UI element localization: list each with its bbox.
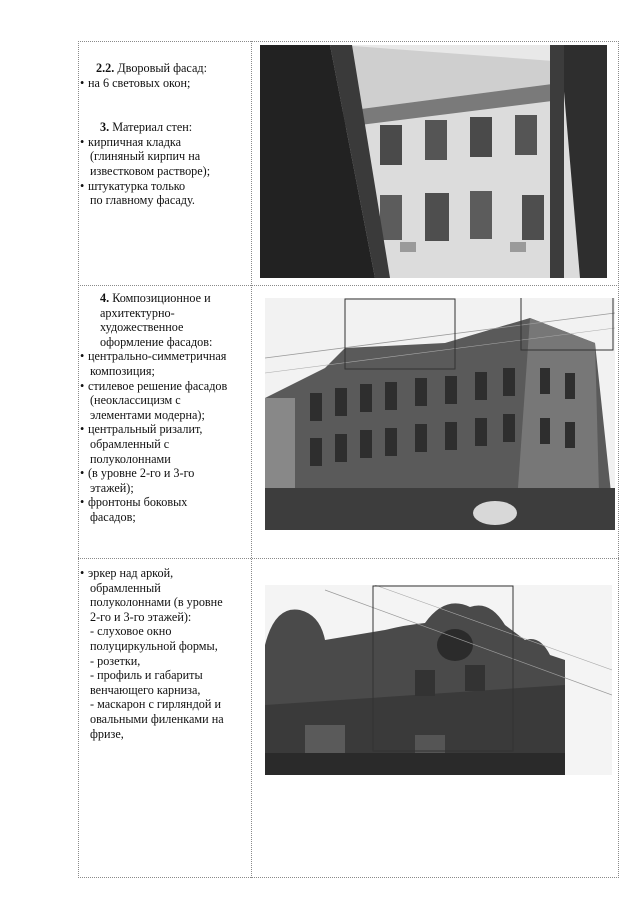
text-line: обрамленный — [90, 580, 161, 595]
table-border-right — [618, 41, 619, 878]
text-line: • штукатурка только — [80, 178, 186, 193]
text-line: • стилевое решение фасадов — [80, 378, 228, 393]
text-line: композиция; — [90, 363, 155, 378]
text-line: • на 6 световых окон; — [80, 75, 191, 90]
text-line: архитектурно- — [100, 305, 175, 320]
bullet-icon: • — [80, 349, 85, 364]
text-line: полуколоннами (в уровне — [90, 595, 223, 610]
text-line: фасадов; — [90, 509, 136, 524]
text-line: 2.2. Дворовый фасад: — [96, 61, 207, 75]
table-border-bottom — [78, 877, 619, 878]
text-line: • центральный ризалит, — [80, 422, 203, 437]
bullet-icon: • — [80, 75, 85, 90]
text-line: обрамленный с — [90, 436, 170, 451]
text-line: 2-го и 3-го этажей): — [90, 609, 192, 624]
column-divider — [251, 41, 252, 878]
text-line: полуколоннами — [90, 451, 171, 466]
text-line: элементами модерна); — [90, 407, 205, 422]
bullet-icon: • — [80, 495, 85, 510]
row-3-text — [80, 566, 224, 741]
text-line: полуциркульной формы, — [90, 638, 218, 653]
text-line: 3. Материал стен: — [100, 120, 193, 135]
main-facade-photo — [265, 298, 615, 530]
facade-table — [78, 41, 619, 878]
text-line: (неоклассицизм с — [90, 393, 181, 408]
row-divider — [78, 558, 619, 559]
text-line: • кирпичная кладка — [80, 134, 182, 149]
bay-window-detail-photo — [265, 585, 612, 775]
bullet-icon: • — [80, 134, 85, 149]
text-line: • (в уровне 2-го и 3-го — [80, 466, 195, 481]
text-line: - маскарон с гирляндой и — [90, 697, 221, 712]
text-line: • фронтоны боковых — [80, 495, 188, 510]
text-line: художественное — [100, 320, 184, 335]
row-2-text — [80, 291, 228, 525]
text-line: (глиняный кирпич на — [90, 149, 201, 164]
text-line: фризе, — [90, 726, 124, 741]
row-1-text — [80, 61, 211, 208]
bullet-icon: • — [80, 466, 85, 481]
bullet-icon: • — [80, 422, 85, 437]
row-divider — [78, 285, 619, 286]
courtyard-facade-photo — [260, 45, 607, 278]
text-line: - слуховое окно — [90, 624, 172, 639]
text-line: - розетки, — [90, 653, 141, 668]
text-line: овальными филенками на — [90, 711, 224, 726]
text-line: венчающего карниза, — [90, 682, 201, 697]
bullet-icon: • — [80, 378, 85, 393]
spacer — [88, 90, 210, 120]
text-line: оформление фасадов: — [100, 334, 213, 349]
text-line: - профиль и габариты — [90, 668, 203, 683]
bullet-icon: • — [80, 178, 85, 193]
text-line: этажей); — [90, 480, 134, 495]
text-line: • центрально-симметричная — [80, 349, 227, 364]
bullet-icon: • — [80, 566, 85, 580]
text-line: • эркер над аркой, — [80, 566, 174, 580]
text-line: известковом растворе); — [90, 163, 211, 178]
text-line: 4. Композиционное и — [100, 291, 211, 305]
table-border-top — [78, 41, 619, 42]
text-line: по главному фасаду. — [90, 193, 195, 208]
table-border-left — [78, 41, 79, 878]
